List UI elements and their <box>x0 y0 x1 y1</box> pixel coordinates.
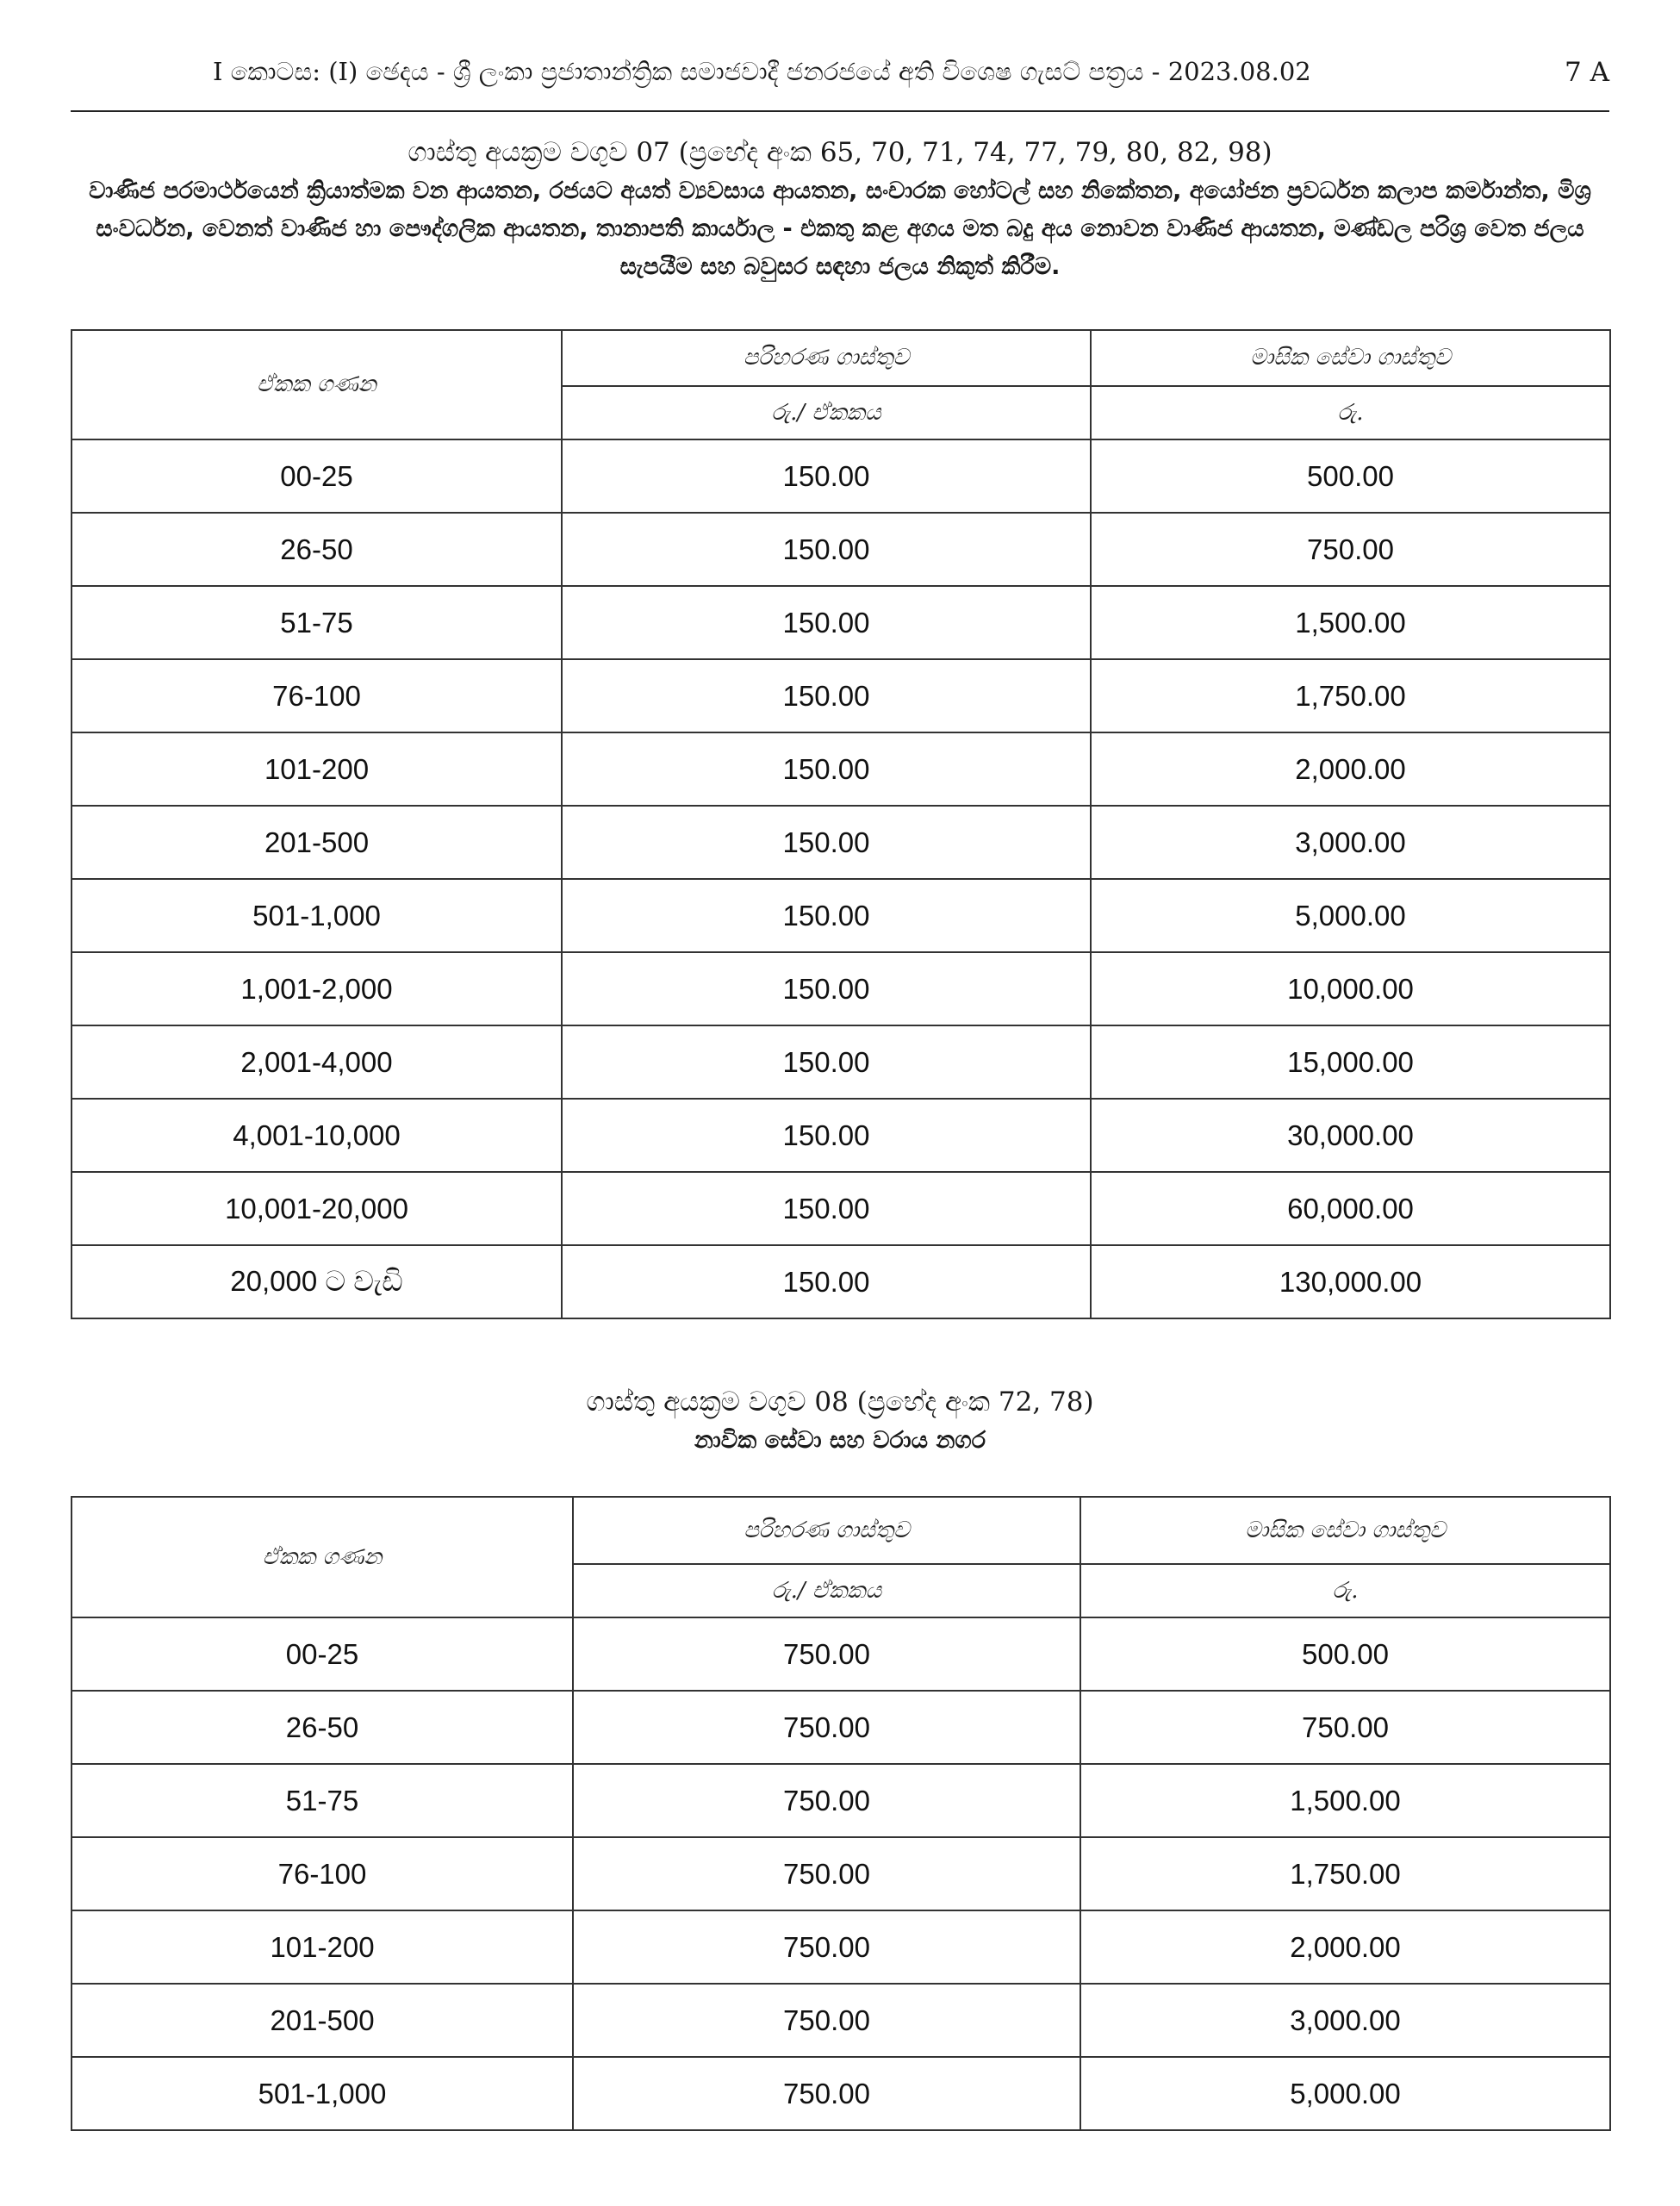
column-header-monthly: මාසික සේවා ගාස්තුව <box>1091 330 1610 386</box>
monthly-charge-cell: 2,000.00 <box>1080 1910 1610 1984</box>
units-cell: 2,001-4,000 <box>72 1025 562 1099</box>
monthly-charge-cell: 1,500.00 <box>1080 1764 1610 1837</box>
column-header-units: ඒකක ගණන <box>72 330 562 439</box>
units-cell: 4,001-10,000 <box>72 1099 562 1172</box>
table-row <box>72 952 1610 1025</box>
table-row <box>72 1099 1610 1172</box>
tariff-07-table <box>71 329 1611 1319</box>
consumption-rate-cell: 150.00 <box>562 1172 1091 1245</box>
column-subheader-monthly-unit: රු. <box>1080 1564 1610 1617</box>
tariff-08-heading <box>71 1382 1609 1460</box>
monthly-charge-cell: 750.00 <box>1091 513 1610 586</box>
consumption-rate-cell: 150.00 <box>562 1099 1091 1172</box>
monthly-charge-cell: 30,000.00 <box>1091 1099 1610 1172</box>
monthly-charge-cell: 2,000.00 <box>1091 732 1610 806</box>
units-cell: 00-25 <box>72 439 562 513</box>
units-cell: 76-100 <box>72 1837 573 1910</box>
monthly-charge-cell: 15,000.00 <box>1091 1025 1610 1099</box>
consumption-rate-cell: 750.00 <box>573 2057 1080 2130</box>
monthly-charge-cell: 500.00 <box>1091 439 1610 513</box>
tariff-08-rows <box>72 1617 1610 2130</box>
table-row <box>72 659 1610 732</box>
table-row <box>72 513 1610 586</box>
table-row <box>72 1764 1610 1837</box>
units-cell: 101-200 <box>72 1910 573 1984</box>
table-row <box>72 1025 1610 1099</box>
consumption-rate-cell: 750.00 <box>573 1764 1080 1837</box>
column-subheader-consumption-unit: රු./ ඒකකය <box>562 386 1091 439</box>
monthly-charge-cell: 1,750.00 <box>1080 1837 1610 1910</box>
consumption-rate-cell: 150.00 <box>562 1025 1091 1099</box>
units-cell: 26-50 <box>72 1691 573 1764</box>
consumption-rate-cell: 150.00 <box>562 806 1091 879</box>
units-cell: 26-50 <box>72 513 562 586</box>
consumption-rate-cell: 150.00 <box>562 1245 1091 1318</box>
table-row <box>72 1245 1610 1318</box>
consumption-rate-cell: 750.00 <box>573 1984 1080 2057</box>
tariff-08-table <box>71 1496 1611 2131</box>
running-title: I කොටස: (I) ඡෙදය - ශ්‍රී ලංකා ප්‍රජාතාන්ත්‍රික සමාජවාදී ජනරජයේ අති විශෙෂ ගැසට් පත්‍රය - 2023.08.02 <box>213 57 1311 86</box>
units-cell: 76-100 <box>72 659 562 732</box>
units-cell: 1,001-2,000 <box>72 952 562 1025</box>
monthly-charge-cell: 750.00 <box>1080 1691 1610 1764</box>
consumption-rate-cell: 750.00 <box>573 1910 1080 1984</box>
units-cell: 201-500 <box>72 1984 573 2057</box>
units-cell: 51-75 <box>72 1764 573 1837</box>
consumption-rate-cell: 750.00 <box>573 1691 1080 1764</box>
units-cell: 501-1,000 <box>72 879 562 952</box>
table-row <box>72 1691 1610 1764</box>
monthly-charge-cell: 130,000.00 <box>1091 1245 1610 1318</box>
consumption-rate-cell: 150.00 <box>562 732 1091 806</box>
page-number: 7 A <box>1565 57 1609 88</box>
tariff-07-title: ගාස්තු අයක්‍රම වගුව 07 (ප්‍රභේද අංක 65, 70, 71, 74, 77, 79, 80, 82, 98) <box>408 137 1272 168</box>
column-header-units: ඒකක ගණන <box>72 1497 573 1617</box>
tariff-08-description: නාවික සේවා සහ වරාය නගර <box>694 1427 986 1454</box>
tariff-07-rows <box>72 439 1610 1318</box>
table-row <box>72 732 1610 806</box>
column-header-consumption: පරිහරණ ගාස්තුව <box>562 330 1091 386</box>
consumption-rate-cell: 150.00 <box>562 879 1091 952</box>
consumption-rate-cell: 150.00 <box>562 659 1091 732</box>
tariff-08-title: ගාස්තු අයක්‍රම වගුව 08 (ප්‍රභේද අංක 72, 78) <box>586 1387 1094 1418</box>
column-subheader-consumption-unit: රු./ ඒකකය <box>573 1564 1080 1617</box>
monthly-charge-cell: 3,000.00 <box>1080 1984 1610 2057</box>
table-row <box>72 879 1610 952</box>
units-cell: 20,000 ට වැඩි <box>72 1245 562 1318</box>
consumption-rate-cell: 150.00 <box>562 586 1091 659</box>
table-row <box>72 1172 1610 1245</box>
monthly-charge-cell: 10,000.00 <box>1091 952 1610 1025</box>
consumption-rate-cell: 150.00 <box>562 439 1091 513</box>
column-header-monthly: මාසික සේවා ගාස්තුව <box>1080 1497 1610 1564</box>
monthly-charge-cell: 5,000.00 <box>1080 2057 1610 2130</box>
consumption-rate-cell: 150.00 <box>562 513 1091 586</box>
monthly-charge-cell: 1,750.00 <box>1091 659 1610 732</box>
page-header <box>71 57 1609 112</box>
table-row <box>72 1837 1610 1910</box>
consumption-rate-cell: 150.00 <box>562 952 1091 1025</box>
table-row <box>72 2057 1610 2130</box>
tariff-07-description: වාණිජ පරමාර්ථයෙන් ක්‍රියාත්මක වන ආයතන, රජයට අයත් ව්‍යවසාය ආයතන, සංචාරක හෝටල් සහ නිකේතන, අයෝජන ප්‍රවර්ධන කලාප කර්මාන්ත, මිශ්‍ර සංවර්ධන, වෙනත් වාණිජ හා පෞද්ගලික ආයතන, තානාපති කාර්යාල - එකතු කළ අගය මත බදු අය නොවන වාණිජ ආයතන, මණ්ඩල පරිශ්‍ර වෙත ජලය සැපයීම සහ බවුසර සඳහා ජලය නිකුත් කිරීම. <box>89 178 1591 280</box>
column-subheader-monthly-unit: රු. <box>1091 386 1610 439</box>
table-row <box>72 806 1610 879</box>
table-row <box>72 1910 1610 1984</box>
units-cell: 201-500 <box>72 806 562 879</box>
monthly-charge-cell: 3,000.00 <box>1091 806 1610 879</box>
column-header-consumption: පරිහරණ ගාස්තුව <box>573 1497 1080 1564</box>
units-cell: 51-75 <box>72 586 562 659</box>
units-cell: 501-1,000 <box>72 2057 573 2130</box>
monthly-charge-cell: 1,500.00 <box>1091 586 1610 659</box>
consumption-rate-cell: 750.00 <box>573 1617 1080 1691</box>
table-row <box>72 1984 1610 2057</box>
consumption-rate-cell: 750.00 <box>573 1837 1080 1910</box>
table-row <box>72 1617 1610 1691</box>
tariff-07-heading <box>71 133 1609 286</box>
monthly-charge-cell: 5,000.00 <box>1091 879 1610 952</box>
table-row <box>72 586 1610 659</box>
monthly-charge-cell: 500.00 <box>1080 1617 1610 1691</box>
monthly-charge-cell: 60,000.00 <box>1091 1172 1610 1245</box>
table-row <box>72 439 1610 513</box>
units-cell: 00-25 <box>72 1617 573 1691</box>
units-cell: 101-200 <box>72 732 562 806</box>
units-cell: 10,001-20,000 <box>72 1172 562 1245</box>
